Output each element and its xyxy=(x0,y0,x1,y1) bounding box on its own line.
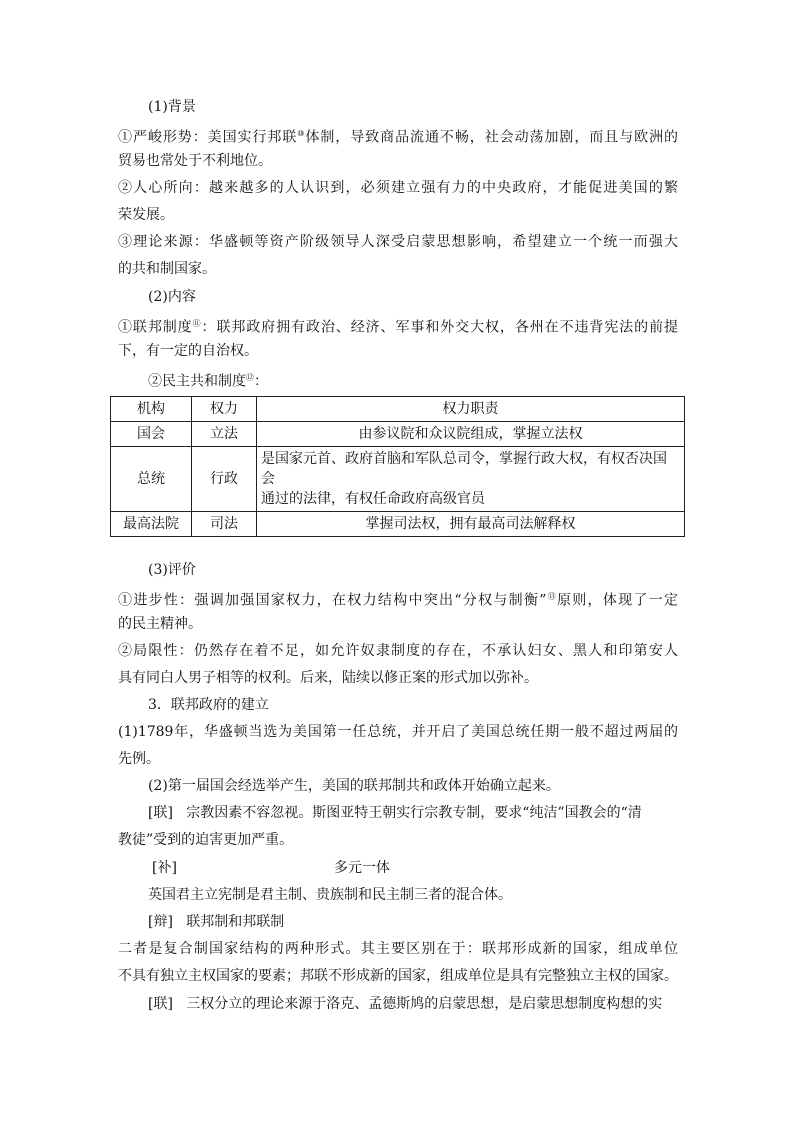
powers-table xyxy=(110,396,685,537)
text: 体制，导致商品流通不畅，社会动荡加剧，而且与欧洲的 xyxy=(305,129,679,146)
note-tag: [联] xyxy=(148,805,173,821)
evaluation-para-1-cont: 的民主精神。 xyxy=(118,616,202,632)
table-row xyxy=(111,422,685,447)
table-cell: 总统 xyxy=(111,447,192,512)
table-row xyxy=(111,447,685,512)
table-cell: 由参议院和众议院组成，掌握立法权 xyxy=(257,422,685,447)
footnote-mark: ⑪ xyxy=(192,319,202,328)
note-1-cont: 教徒”受到的迫害更加严重。 xyxy=(118,832,294,848)
background-para-3-cont: 的共和制国家。 xyxy=(118,261,216,277)
duty-line: 通过的法律，有权任命政府高级官员 xyxy=(261,491,485,507)
footnote-mark: ⑫ xyxy=(246,373,254,382)
table-header: 权力职责 xyxy=(257,397,685,422)
note-3 xyxy=(148,912,284,932)
note-4 xyxy=(148,994,678,1014)
duty-line: 是国家元首、政府首脑和军队总司令，掌握行政大权，有权否决国会 xyxy=(261,451,667,487)
footnote-mark: ⑩ xyxy=(297,129,306,138)
evaluation-para-2: ②局限性：仍然存在着不足，如允许奴隶制度的存在，不承认妇女、黑人和印第安人 xyxy=(118,643,678,659)
text: ①严峻形势：美国实行邦联 xyxy=(118,129,298,146)
background-para-2-cont: 荣发展。 xyxy=(118,207,174,223)
table-cell: 立法 xyxy=(192,422,257,447)
background-para-1 xyxy=(118,124,678,148)
background-para-1-cont: 贸易也常处于不利地位。 xyxy=(118,153,272,169)
background-heading: (1)背景 xyxy=(148,99,196,115)
note-2-title: 多元一体 xyxy=(334,860,390,876)
table-cell: 行政 xyxy=(192,447,257,512)
text: ①进步性：强调加强国家权力，在权力结构中突出“分权与制衡” xyxy=(118,592,547,609)
note-2-tag: [补] xyxy=(152,860,177,876)
table-cell: 掌握司法权，拥有最高司法解释权 xyxy=(257,512,685,537)
content-para-1-cont: 下，有一定的自治权。 xyxy=(118,343,258,359)
federal-para-1-cont: 先例。 xyxy=(118,751,160,767)
note-2-body: 英国君主立宪制是君主制、贵族制和民主制三者的混合体。 xyxy=(148,887,512,903)
table-cell: 司法 xyxy=(192,512,257,537)
note-text: 三权分立的理论来源于洛克、孟德斯鸠的启蒙思想，是启蒙思想制度构想的实 xyxy=(186,996,663,1012)
table-header-row xyxy=(111,397,685,422)
content-heading: (2)内容 xyxy=(148,289,196,305)
footnote-mark: ⑬ xyxy=(546,592,557,601)
note-3-para-a: 二者是复合制国家结构的两种形式。其主要区别在于：联邦形成新的国家，组成单位 xyxy=(118,941,678,957)
background-para-2: ②人心所向：越来越多的人认识到，必须建立强有力的中央政府，才能促进美国的繁 xyxy=(118,180,678,196)
background-para-3: ③理论来源：华盛顿等资产阶级领导人深受启蒙思想影响，希望建立一个统一而强大 xyxy=(118,234,678,250)
evaluation-para-1 xyxy=(118,587,678,611)
text: ①联邦制度 xyxy=(118,319,193,336)
table-cell: 国会 xyxy=(111,422,192,447)
note-tag: [联] xyxy=(148,996,173,1012)
content-para-1 xyxy=(118,314,678,338)
note-tag: [辩] xyxy=(148,914,173,930)
evaluation-heading: (3)评价 xyxy=(148,562,196,578)
note-text: 宗教因素不容忽视。斯图亚特王朝实行宗教专制，要求“纯洁”国教会的“清 xyxy=(186,805,642,821)
table-header: 权力 xyxy=(192,397,257,422)
text: ： xyxy=(254,373,268,390)
text: 原则，体现了一定 xyxy=(556,592,678,609)
table-row xyxy=(111,512,685,537)
content-para-2 xyxy=(148,368,268,392)
federal-para-2: (2)第一届国会经选举产生，美国的联邦制共和政体开始确立起来。 xyxy=(148,778,560,794)
note-1 xyxy=(148,803,678,823)
text: ：联邦政府拥有政治、经济、军事和外交大权，各州在不违背宪法的前提 xyxy=(201,319,679,336)
evaluation-para-2-cont: 具有同白人男子相等的权利。后来，陆续以修正案的形式加以弥补。 xyxy=(118,670,538,686)
federal-heading: 3．联邦政府的建立 xyxy=(148,697,269,713)
table-header: 机构 xyxy=(111,397,192,422)
table-cell xyxy=(257,447,685,512)
note-3-para-b: 不具有独立主权国家的要素；邦联不形成新的国家，组成单位是具有完整独立主权的国家。 xyxy=(118,968,678,984)
note-title: 联邦制和邦联制 xyxy=(186,914,285,930)
table-cell: 最高法院 xyxy=(111,512,192,537)
text: ②民主共和制度 xyxy=(148,373,246,390)
federal-para-1: (1)1789年，华盛顿当选为美国第一任总统，并开启了美国总统任期一般不超过两届的 xyxy=(118,724,678,740)
